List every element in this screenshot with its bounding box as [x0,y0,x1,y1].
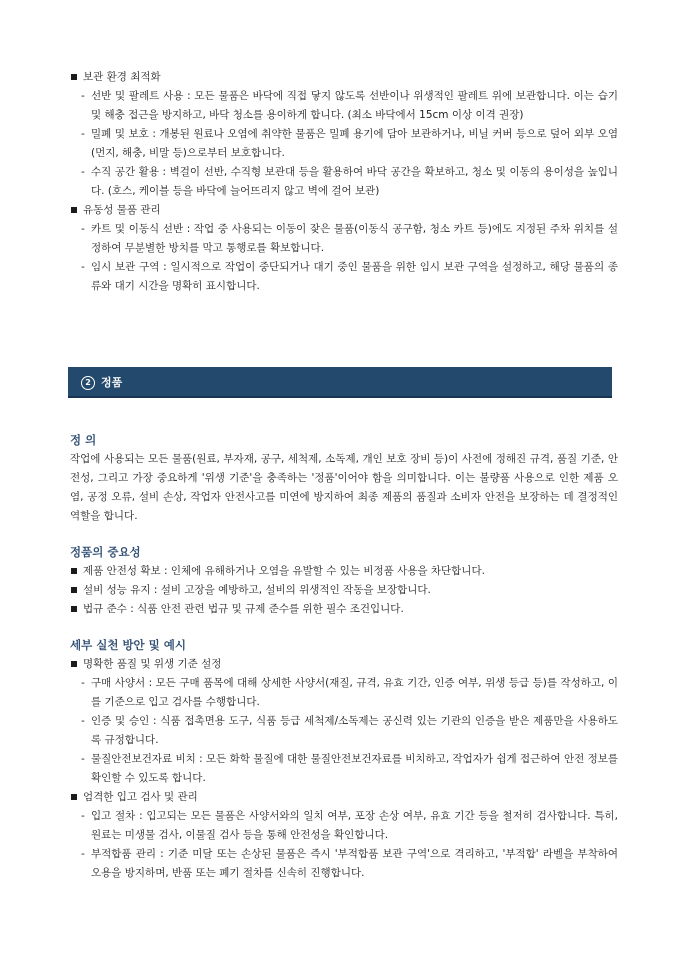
dash-icon: - [81,261,85,273]
dash-icon: - [81,223,85,235]
bullet-text: 제품 안전성 확보 : 인체에 유해하거나 오염을 유발할 수 있는 비정품 사용을 차단합니다. [83,565,485,577]
dash-item [70,845,618,883]
square-bullet-icon [71,661,77,667]
bullet-text: 엄격한 입고 검사 및 관리 [83,791,198,803]
dash-item [70,220,618,258]
square-bullet-icon [71,606,77,612]
bullet-text: 법규 준수 : 식품 안전 관련 법규 및 규제 준수를 위한 필수 조건입니다. [83,603,404,615]
dash-item [70,163,618,201]
dash-text: 수직 공간 활용 : 벽걸이 선반, 수직형 보관대 등을 활용하여 바닥 공간을 확보하고, 청소 및 이동의 용이성을 높입니다. (호스, 케이블 등을 바닥에 늘어뜨리지 않고 벽에 걸어 보관) [91,166,618,197]
dash-item [70,750,618,788]
dash-text: 부적합품 관리 : 기준 미달 또는 손상된 물품은 즉시 '부적합품 보관 구역'으로 격리하고, '부적합' 라벨을 부착하여 오용을 방지하며, 반품 또는 폐기 절차를 신속히 진행합니다. [91,848,618,879]
square-bullet-icon [71,794,77,800]
importance-item [70,581,618,600]
bullet-text: 보관 환경 최적화 [83,71,161,83]
square-bullet-icon [71,207,77,213]
square-bullet-icon [71,568,77,574]
dash-text: 선반 및 팔레트 사용 : 모든 물품은 바닥에 직접 닿지 않도록 선반이나 위생적인 팔레트 위에 보관합니다. 이는 습기 및 해충 접근을 방지하고, 바닥 청소를 용이하게 합니다. (최소 바닥에서 15cm 이상 이격 권장) [91,90,618,121]
dash-icon: - [81,753,85,765]
dash-text: 물질안전보건자료 비치 : 모든 화학 물질에 대한 물질안전보건자료를 비치하고, 작업자가 쉽게 접근하여 안전 정보를 확인할 수 있도록 합니다. [91,753,618,784]
square-bullet-icon [71,74,77,80]
dash-icon: - [81,677,85,689]
bullet-text: 유동성 물품 관리 [83,204,161,216]
dash-item [70,125,618,163]
dash-item [70,674,618,712]
dash-item [70,712,618,750]
definition-section [70,431,618,526]
circled-number-icon: 2 [81,376,95,390]
dash-icon: - [81,715,85,727]
dash-icon: - [81,128,85,140]
dash-icon: - [81,848,85,860]
bullet-text: 설비 성능 유지 : 설비 고장을 예방하고, 설비의 위생적인 작동을 보장합니다. [83,584,431,596]
definition-text: 작업에 사용되는 모든 물품(원료, 부자재, 공구, 세척제, 소독제, 개인 보호 장비 등)이 사전에 정해진 규격, 품질 기준, 안전성, 그리고 가장 중요하게 '위생 기준'을 충족하는 '정품'이어야 함을 의미합니다. 이는 불량품 사용으로 인한 제품 오염, 공정 오류, 설비 손상, 작업자 안전사고를 미연에 방지하여 최종 제품의 품질과 소비자 안전을 보장하는 데 결정적인 역할을 합니다. [70,453,618,522]
dash-text: 카트 및 이동식 선반 : 작업 중 사용되는 이동이 잦은 물품(이동식 공구함, 청소 카트 등)에도 지정된 주차 위치를 설정하여 무분별한 방치를 막고 통행로를 확보합니다. [91,223,618,254]
importance-section [70,543,618,619]
definition-heading: 정 의 [70,433,97,447]
storage-section [70,68,618,296]
square-bullet-icon [71,587,77,593]
practice-group-title [70,788,618,807]
dash-text: 인증 및 승인 : 식품 접촉면용 도구, 식품 등급 세척제/소독제는 공신력 있는 기관의 인증을 받은 제품만을 사용하도록 규정합니다. [91,715,618,746]
importance-heading: 정품의 중요성 [70,545,141,559]
dash-text: 구매 사양서 : 모든 구매 품목에 대해 상세한 사양서(재질, 규격, 유효 기간, 인증 여부, 위생 등급 등)를 작성하고, 이를 기준으로 입고 검사를 수행합니다. [91,677,618,708]
section-title: 정품 [101,376,123,389]
practice-group-title [70,655,618,674]
bullet-mobile-management [70,201,618,220]
dash-item [70,87,618,125]
bullet-text: 명확한 품질 및 위생 기준 설정 [83,658,222,670]
practice-section [70,636,618,883]
importance-item [70,562,618,581]
importance-item [70,600,618,619]
dash-item [70,258,618,296]
dash-text: 밀폐 및 보호 : 개봉된 원료나 오염에 취약한 물품은 밀폐 용기에 담아 보관하거나, 비닐 커버 등으로 덮어 외부 오염(먼지, 해충, 비말 등)으로부터 보호합니다. [91,128,618,159]
dash-item [70,807,618,845]
bullet-storage-optimize [70,68,618,87]
practice-heading: 세부 실천 방안 및 예시 [70,638,186,652]
dash-icon: - [81,90,85,102]
dash-icon: - [81,810,85,822]
dash-text: 입고 절차 : 입고되는 모든 물품은 사양서와의 일치 여부, 포장 손상 여부, 유효 기간 등을 철저히 검사합니다. 특히, 원료는 미생물 검사, 이물질 검사 등을 통해 안전성을 확인합니다. [91,810,618,841]
section-banner [68,367,612,398]
dash-text: 임시 보관 구역 : 일시적으로 작업이 중단되거나 대기 중인 물품을 위한 임시 보관 구역을 설정하고, 해당 물품의 종류와 대기 시간을 명확히 표시합니다. [91,261,618,292]
dash-icon: - [81,166,85,178]
